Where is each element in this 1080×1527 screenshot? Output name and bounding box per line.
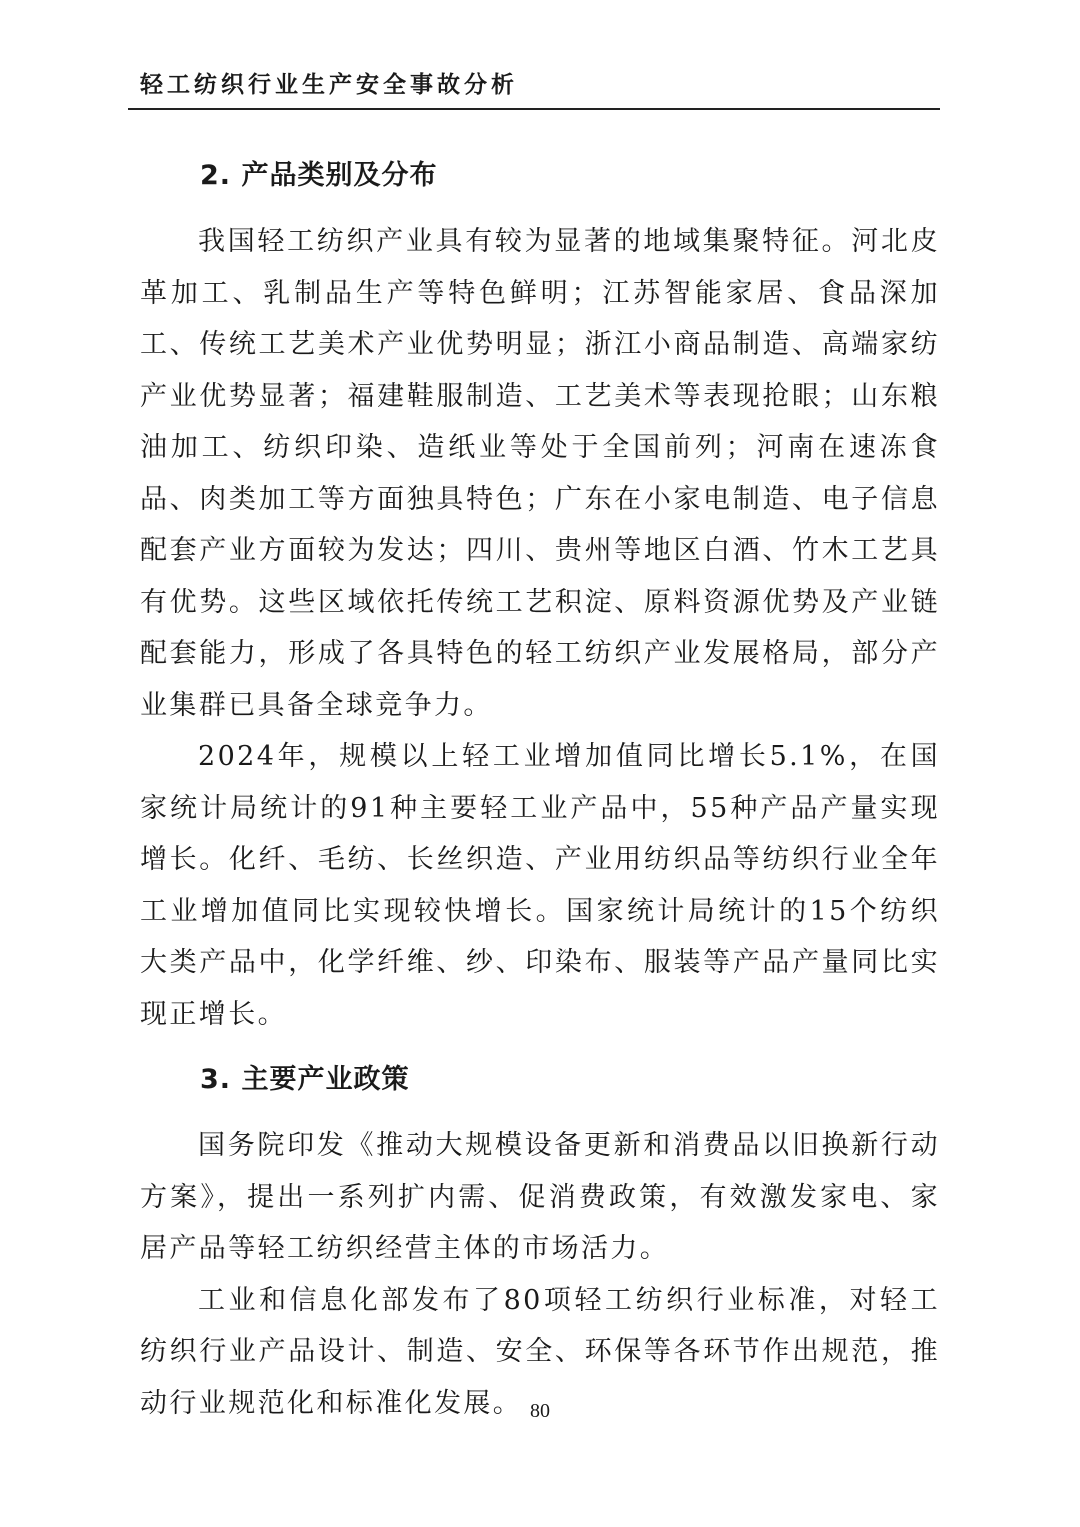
page-body [140, 150, 940, 1429]
section-industry-policy [140, 1054, 940, 1429]
section-product-categories [140, 150, 940, 1040]
running-header-title: 轻工纺织行业生产安全事故分析 [140, 72, 518, 98]
paragraph: 工业和信息化部发布了80项轻工纺织行业标准，对轻工纺织行业产品设计、制造、安全、环保等各环节作出规范，推动行业规范化和标准化发展。 [140, 1284, 940, 1419]
header-divider [128, 108, 940, 110]
page-number: 80 [530, 1400, 550, 1422]
paragraph: 我国轻工纺织产业具有较为显著的地域集聚特征。河北皮革加工、乳制品生产等特色鲜明；江苏智能家居、食品深加工、传统工艺美术产业优势明显；浙江小商品制造、高端家纺产业优势显著；福建鞋服制造、工艺美术等表现抢眼；山东粮油加工、纺织印染、造纸业等处于全国前列；河南在速冻食品、肉类加工等方面独具特色；广东在小家电制造、电子信息配套产业方面较为发达；四川、贵州等地区白酒、竹木工艺具有优势。这些区域依托传统工艺积淀、原料资源优势及产业链配套能力，形成了各具特色的轻工纺织产业发展格局，部分产业集群已具备全球竞争力。 [140, 226, 940, 721]
section-heading: 2. 产品类别及分布 [200, 160, 438, 191]
paragraph: 2024年，规模以上轻工业增加值同比增长5.1%，在国家统计局统计的91种主要轻工业产品中，55种产品产量实现增长。化纤、毛纺、长丝织造、产业用纺织品等纺织行业全年工业增加值同比实现较快增长。国家统计局统计的15个纺织大类产品中，化学纤维、纱、印染布、服装等产品产量同比实现正增长。 [140, 741, 940, 1030]
section-heading: 3. 主要产业政策 [200, 1064, 410, 1095]
paragraph: 国务院印发《推动大规模设备更新和消费品以旧换新行动方案》，提出一系列扩内需、促消费政策，有效激发家电、家居产品等轻工纺织经营主体的市场活力。 [140, 1130, 940, 1264]
